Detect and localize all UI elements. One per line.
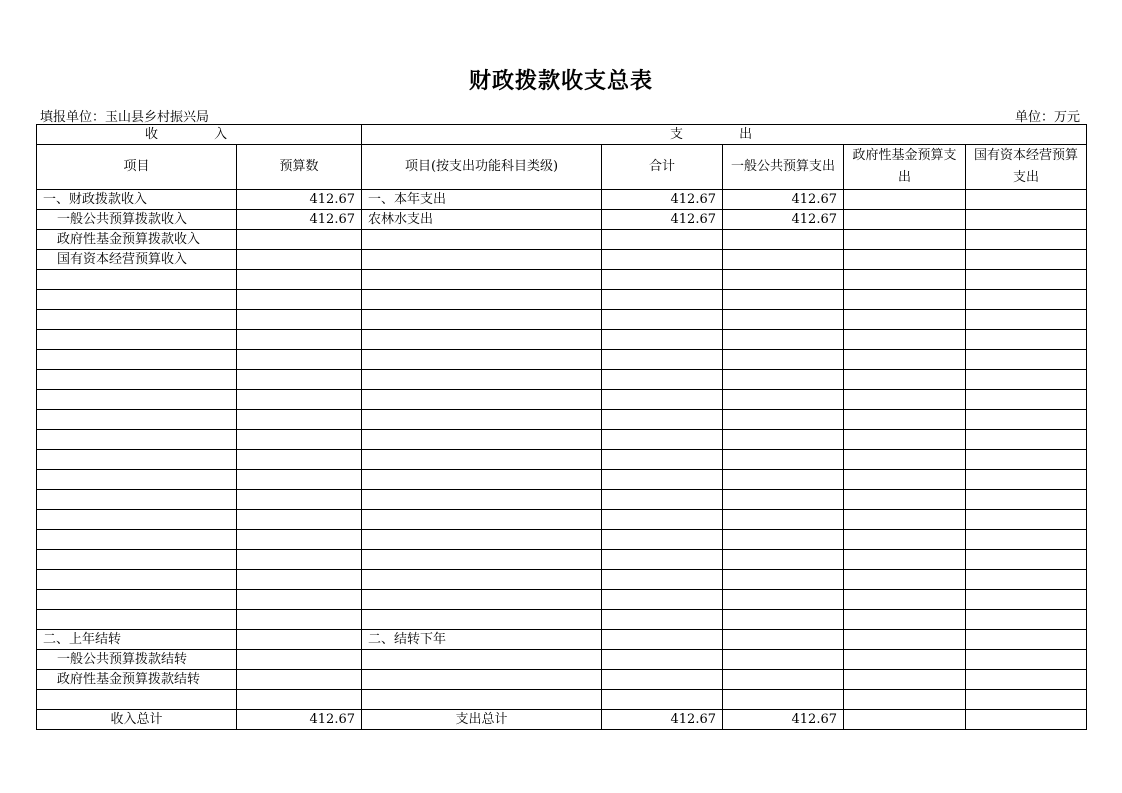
expense-item-cell (362, 410, 602, 430)
income-budget-cell (237, 630, 362, 650)
general-budget-cell: 412.67 (723, 190, 844, 210)
expense-item-cell (362, 590, 602, 610)
capital-budget-cell (966, 510, 1087, 530)
expense-total-cell (602, 650, 723, 670)
capital-budget-cell (966, 490, 1087, 510)
income-budget-cell (237, 590, 362, 610)
table-row (37, 450, 1087, 470)
expense-total-cell (602, 570, 723, 590)
expense-item-cell: 二、结转下年 (362, 630, 602, 650)
expense-total-cell (602, 450, 723, 470)
capital-total-value (966, 710, 1087, 730)
general-budget-cell (723, 370, 844, 390)
expense-total-cell (602, 230, 723, 250)
header-item: 项目 (37, 145, 237, 190)
fund-budget-cell (844, 410, 966, 430)
fund-budget-cell (844, 590, 966, 610)
capital-budget-cell (966, 290, 1087, 310)
income-item-cell (37, 590, 237, 610)
income-budget-cell (237, 350, 362, 370)
fund-budget-cell (844, 310, 966, 330)
income-budget-cell (237, 670, 362, 690)
expense-item-cell (362, 270, 602, 290)
capital-budget-cell (966, 470, 1087, 490)
income-item-cell (37, 490, 237, 510)
table-row (37, 650, 1087, 670)
general-budget-cell (723, 390, 844, 410)
expense-item-cell (362, 650, 602, 670)
general-budget-cell (723, 590, 844, 610)
table-row (37, 390, 1087, 410)
capital-budget-cell (966, 390, 1087, 410)
table-row (37, 510, 1087, 530)
income-budget-cell (237, 530, 362, 550)
capital-budget-cell (966, 570, 1087, 590)
general-total-value: 412.67 (723, 710, 844, 730)
capital-budget-cell (966, 650, 1087, 670)
fund-budget-cell (844, 690, 966, 710)
expense-item-cell (362, 670, 602, 690)
income-budget-cell: 412.67 (237, 190, 362, 210)
table-row (37, 410, 1087, 430)
income-item-cell (37, 570, 237, 590)
fund-budget-cell (844, 570, 966, 590)
capital-budget-cell (966, 590, 1087, 610)
capital-budget-cell (966, 630, 1087, 650)
expense-total-label: 支出总计 (362, 710, 602, 730)
general-budget-cell (723, 550, 844, 570)
expense-item-cell (362, 330, 602, 350)
capital-budget-cell (966, 210, 1087, 230)
expense-item-cell (362, 390, 602, 410)
income-total-value: 412.67 (237, 710, 362, 730)
expense-total-cell (602, 250, 723, 270)
table-row (37, 370, 1087, 390)
income-budget-cell (237, 450, 362, 470)
expense-total-cell (602, 490, 723, 510)
income-budget-cell (237, 330, 362, 350)
unit-label: 单位：万元 (1014, 110, 1080, 125)
income-item-cell (37, 410, 237, 430)
fund-budget-cell (844, 650, 966, 670)
income-budget-cell (237, 430, 362, 450)
expense-item-cell: 农林水支出 (362, 210, 602, 230)
table-row (37, 610, 1087, 630)
capital-budget-cell (966, 370, 1087, 390)
expense-total-cell (602, 590, 723, 610)
expense-total-cell (602, 330, 723, 350)
fund-total-value (844, 710, 966, 730)
income-item-cell (37, 350, 237, 370)
fund-budget-cell (844, 470, 966, 490)
table-row (37, 310, 1087, 330)
expense-item-cell (362, 490, 602, 510)
fill-unit-label: 填报单位：玉山县乡村振兴局 (40, 110, 210, 125)
capital-budget-cell (966, 430, 1087, 450)
table-row (37, 570, 1087, 590)
expense-total-cell (602, 630, 723, 650)
table-row (37, 550, 1087, 570)
capital-budget-cell (966, 410, 1087, 430)
capital-budget-cell (966, 310, 1087, 330)
budget-table (36, 124, 1087, 730)
fund-budget-cell (844, 370, 966, 390)
general-budget-cell (723, 410, 844, 430)
table-row (37, 470, 1087, 490)
expense-total-cell (602, 510, 723, 530)
expense-item-cell (362, 610, 602, 630)
capital-budget-cell (966, 350, 1087, 370)
expense-item-cell (362, 690, 602, 710)
general-budget-cell (723, 610, 844, 630)
income-item-cell (37, 430, 237, 450)
header-general-budget: 一般公共预算支出 (723, 145, 844, 190)
income-budget-cell (237, 250, 362, 270)
fund-budget-cell (844, 490, 966, 510)
header-fund-budget: 政府性基金预算支出 (844, 145, 966, 190)
income-item-cell: 政府性基金预算拨款收入 (37, 230, 237, 250)
capital-budget-cell (966, 230, 1087, 250)
header-total: 合计 (602, 145, 723, 190)
capital-budget-cell (966, 610, 1087, 630)
header-expense-item: 项目(按支出功能科目类级) (362, 145, 602, 190)
income-item-cell (37, 310, 237, 330)
expense-total-cell (602, 530, 723, 550)
fund-budget-cell (844, 550, 966, 570)
general-budget-cell (723, 510, 844, 530)
income-item-cell (37, 510, 237, 530)
expense-item-cell (362, 370, 602, 390)
fund-budget-cell (844, 190, 966, 210)
income-budget-cell (237, 390, 362, 410)
fund-budget-cell (844, 610, 966, 630)
fund-budget-cell (844, 290, 966, 310)
table-row (37, 490, 1087, 510)
expense-item-cell (362, 250, 602, 270)
expense-total-cell (602, 550, 723, 570)
income-item-cell (37, 610, 237, 630)
fund-budget-cell (844, 670, 966, 690)
expense-total-cell (602, 610, 723, 630)
expense-total-cell: 412.67 (602, 190, 723, 210)
fund-budget-cell (844, 510, 966, 530)
group-header-row (37, 125, 1087, 145)
general-budget-cell (723, 450, 844, 470)
expense-total-cell (602, 270, 723, 290)
income-item-cell (37, 690, 237, 710)
expense-item-cell (362, 550, 602, 570)
income-budget-cell (237, 290, 362, 310)
income-budget-cell (237, 650, 362, 670)
income-item-cell: 政府性基金预算拨款结转 (37, 670, 237, 690)
income-budget-cell (237, 510, 362, 530)
table-row (37, 230, 1087, 250)
income-item-cell (37, 550, 237, 570)
general-budget-cell (723, 430, 844, 450)
income-item-cell: 一般公共预算拨款收入 (37, 210, 237, 230)
general-budget-cell (723, 630, 844, 650)
general-budget-cell: 412.67 (723, 210, 844, 230)
column-header-row (37, 145, 1087, 190)
expense-total-cell (602, 310, 723, 330)
general-budget-cell (723, 490, 844, 510)
capital-budget-cell (966, 270, 1087, 290)
expense-total-cell (602, 670, 723, 690)
expense-item-cell (362, 310, 602, 330)
capital-budget-cell (966, 670, 1087, 690)
expense-item-cell (362, 510, 602, 530)
capital-budget-cell (966, 530, 1087, 550)
income-item-cell: 一、财政拨款收入 (37, 190, 237, 210)
income-item-cell: 国有资本经营预算收入 (37, 250, 237, 270)
capital-budget-cell (966, 250, 1087, 270)
capital-budget-cell (966, 190, 1087, 210)
expense-item-cell: 一、本年支出 (362, 190, 602, 210)
expense-item-cell (362, 530, 602, 550)
income-budget-cell (237, 370, 362, 390)
fund-budget-cell (844, 270, 966, 290)
expense-total-value: 412.67 (602, 710, 723, 730)
table-row (37, 630, 1087, 650)
expense-item-cell (362, 570, 602, 590)
expense-item-cell (362, 230, 602, 250)
income-budget-cell (237, 550, 362, 570)
fund-budget-cell (844, 530, 966, 550)
income-group-header: 收 入 (37, 125, 362, 145)
fund-budget-cell (844, 350, 966, 370)
table-row (37, 530, 1087, 550)
general-budget-cell (723, 270, 844, 290)
income-budget-cell: 412.67 (237, 210, 362, 230)
expense-total-cell (602, 350, 723, 370)
header-capital-budget: 国有资本经营预算支出 (966, 145, 1087, 190)
expense-group-header: 支 出 (362, 125, 1087, 145)
header-budget: 预算数 (237, 145, 362, 190)
fund-budget-cell (844, 230, 966, 250)
income-item-cell (37, 390, 237, 410)
general-budget-cell (723, 530, 844, 550)
table-row (37, 430, 1087, 450)
page-title: 财政拨款收支总表 (468, 69, 653, 94)
income-budget-cell (237, 570, 362, 590)
table-row (37, 250, 1087, 270)
general-budget-cell (723, 350, 844, 370)
capital-budget-cell (966, 450, 1087, 470)
totals-row (37, 710, 1087, 730)
general-budget-cell (723, 230, 844, 250)
general-budget-cell (723, 250, 844, 270)
expense-total-cell (602, 370, 723, 390)
expense-total-cell (602, 410, 723, 430)
general-budget-cell (723, 330, 844, 350)
expense-total-cell (602, 390, 723, 410)
general-budget-cell (723, 310, 844, 330)
capital-budget-cell (966, 690, 1087, 710)
fund-budget-cell (844, 210, 966, 230)
income-item-cell: 一般公共预算拨款结转 (37, 650, 237, 670)
table-row (37, 590, 1087, 610)
general-budget-cell (723, 570, 844, 590)
income-budget-cell (237, 610, 362, 630)
income-item-cell (37, 450, 237, 470)
fund-budget-cell (844, 250, 966, 270)
income-item-cell (37, 290, 237, 310)
table-row (37, 190, 1087, 210)
expense-item-cell (362, 470, 602, 490)
expense-total-cell (602, 470, 723, 490)
expense-item-cell (362, 430, 602, 450)
table-row (37, 350, 1087, 370)
expense-total-cell: 412.67 (602, 210, 723, 230)
fund-budget-cell (844, 390, 966, 410)
expense-item-cell (362, 450, 602, 470)
expense-total-cell (602, 430, 723, 450)
income-item-cell: 二、上年结转 (37, 630, 237, 650)
general-budget-cell (723, 690, 844, 710)
income-budget-cell (237, 270, 362, 290)
income-item-cell (37, 470, 237, 490)
income-budget-cell (237, 230, 362, 250)
fund-budget-cell (844, 330, 966, 350)
general-budget-cell (723, 670, 844, 690)
general-budget-cell (723, 290, 844, 310)
table-row (37, 270, 1087, 290)
income-item-cell (37, 370, 237, 390)
capital-budget-cell (966, 550, 1087, 570)
fund-budget-cell (844, 450, 966, 470)
table-row (37, 330, 1087, 350)
income-item-cell (37, 330, 237, 350)
expense-total-cell (602, 690, 723, 710)
income-budget-cell (237, 410, 362, 430)
table-row (37, 670, 1087, 690)
income-total-label: 收入总计 (37, 710, 237, 730)
income-item-cell (37, 270, 237, 290)
expense-total-cell (602, 290, 723, 310)
income-budget-cell (237, 470, 362, 490)
table-row (37, 290, 1087, 310)
income-budget-cell (237, 310, 362, 330)
table-row (37, 690, 1087, 710)
income-item-cell (37, 530, 237, 550)
fund-budget-cell (844, 430, 966, 450)
capital-budget-cell (966, 330, 1087, 350)
income-budget-cell (237, 690, 362, 710)
fund-budget-cell (844, 630, 966, 650)
table-row (37, 210, 1087, 230)
expense-item-cell (362, 350, 602, 370)
expense-item-cell (362, 290, 602, 310)
general-budget-cell (723, 650, 844, 670)
general-budget-cell (723, 470, 844, 490)
income-budget-cell (237, 490, 362, 510)
